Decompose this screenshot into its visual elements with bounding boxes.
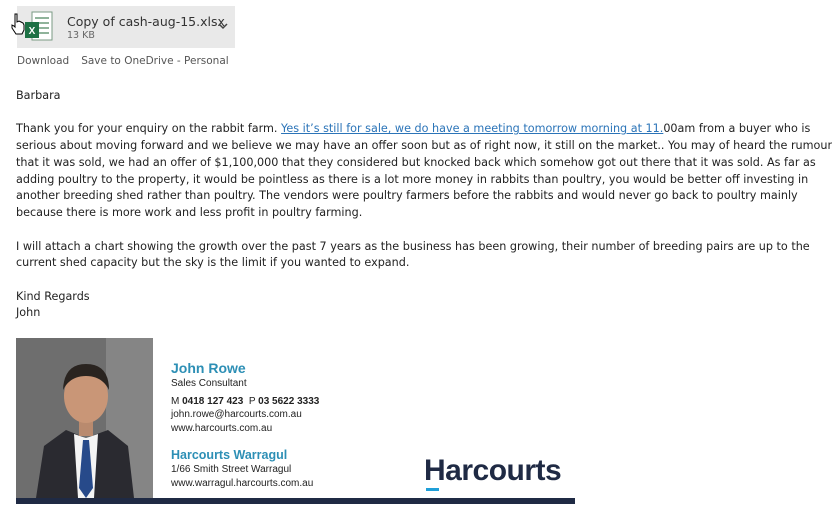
harcourts-logo: Harcourts (424, 454, 562, 487)
greeting: Barbara (16, 89, 61, 102)
email-signature (16, 338, 575, 506)
sign-off (16, 289, 746, 323)
signature-role: Sales Consultant (171, 378, 247, 389)
signature-phones (171, 396, 319, 407)
para1-rest: 00am from a buyer who is (663, 122, 811, 136)
para1-line: adding poultry to the property, it would be pointless as there is a lot more money in rabbits than poultry, you would be better off investing in (16, 172, 809, 186)
svg-text:X: X (28, 26, 36, 37)
logo-accent-line (426, 488, 439, 491)
mobile-label: M (171, 396, 180, 407)
para1-line: because there is more work and less profit in poultry farming. (16, 206, 363, 220)
para2-line: current shed capacity but the sky is the limit if you wanted to expand. (16, 256, 410, 270)
attachment-actions (17, 55, 229, 67)
signature-website: www.harcourts.com.au (171, 423, 273, 434)
para1-line: another breeding shed rather than poultry. The vendors were poultry farmers before the rabbits and would never go back to poultry mainly (16, 189, 798, 203)
signature-name: John Rowe (171, 360, 246, 376)
profile-photo (16, 338, 153, 498)
closing: Kind Regards (16, 289, 90, 303)
email-body (16, 88, 832, 322)
hand-cursor-icon (10, 13, 26, 35)
attachment-card[interactable] (17, 6, 235, 48)
signature-office-website: www.warragul.harcourts.com.au (171, 478, 314, 489)
para1-line: serious about moving forward and we believe we may have an offer soon but as of right now, it still on the market.. You may of heard the rumour (16, 139, 832, 153)
signature-address: 1/66 Smith Street Warragul (171, 464, 292, 475)
para1-line: that it was sold, we had an offer of $1,100,000 that they considered but knocked back which somehow got out there that it was sold. As far as (16, 155, 816, 169)
paragraph-2 (16, 239, 810, 273)
save-to-onedrive-link[interactable]: Save to OneDrive - Personal (81, 55, 229, 67)
phone-label: P (248, 396, 256, 407)
excel-icon (23, 10, 53, 44)
attachment-file-size: 13 KB (67, 30, 95, 41)
attachment-file-name[interactable]: Copy of cash-aug-15.xlsx (67, 14, 225, 29)
paragraph-1 (16, 121, 832, 222)
signature-email: john.rowe@harcourts.com.au (171, 409, 302, 420)
mobile-number: 0418 127 423 (182, 396, 244, 407)
signature-office: Harcourts Warragul (171, 448, 288, 462)
para1-start: Thank you for your enquiry on the rabbit farm. (16, 122, 282, 136)
chevron-down-icon[interactable] (216, 19, 230, 33)
signature-footer-bar (16, 498, 575, 504)
download-link[interactable]: Download (17, 55, 70, 67)
phone-number: 03 5622 3333 (258, 396, 320, 407)
sender-name: John (16, 306, 41, 320)
para2-line: I will attach a chart showing the growth over the past 7 years as the business has been growing, their number of breeding pairs are up to the (16, 239, 810, 253)
highlighted-link[interactable]: Yes it’s still for sale, we do have a meeting tomorrow morning at 11. (281, 122, 664, 136)
